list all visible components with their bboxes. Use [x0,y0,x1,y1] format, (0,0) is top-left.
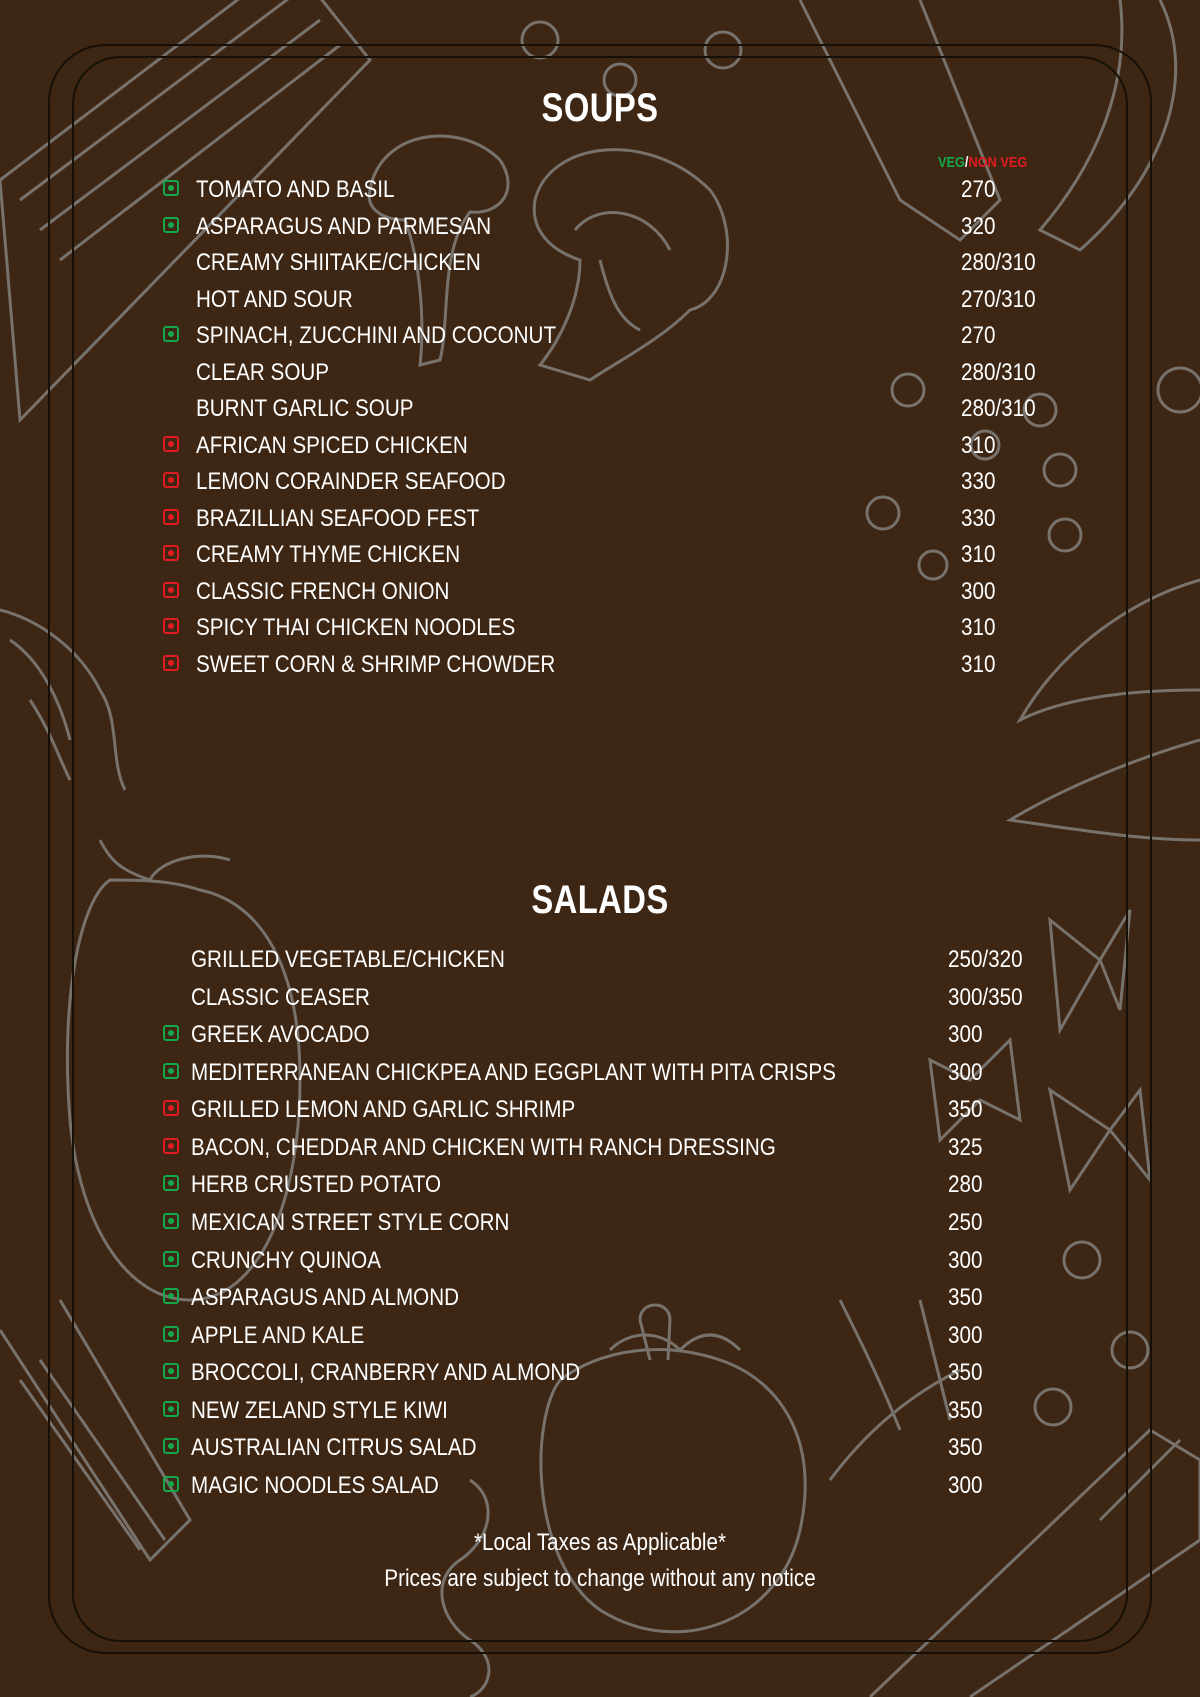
item-price: 330 [961,468,996,495]
item-name: MEXICAN STREET STYLE CORN [191,1209,510,1236]
item-price: 270/310 [961,286,1036,313]
item-price: 300 [948,1472,983,1499]
item-price: 350 [948,1359,983,1386]
item-name: GRILLED LEMON AND GARLIC SHRIMP [191,1096,576,1123]
veg-mark-icon [163,1251,179,1267]
item-name: TOMATO AND BASIL [196,176,395,203]
item-name: ASPARAGUS AND ALMOND [191,1284,460,1311]
legend-veg: VEG [938,154,965,171]
item-price: 300 [948,1059,983,1086]
item-price: 330 [961,505,996,532]
item-name: AFRICAN SPICED CHICKEN [196,432,468,459]
item-price: 350 [948,1096,983,1123]
item-price: 270 [961,176,996,203]
item-name: BURNT GARLIC SOUP [196,395,414,422]
item-name: CLASSIC FRENCH ONION [196,578,450,605]
legend-nonveg: NON VEG [968,154,1028,171]
nonveg-mark-icon [163,582,179,598]
item-price: 280/310 [961,249,1036,276]
item-price: 310 [961,541,996,568]
nonveg-mark-icon [163,509,179,525]
veg-mark-icon [163,1401,179,1417]
veg-mark-icon [163,1438,179,1454]
veg-mark-icon [163,1213,179,1229]
veg-mark-icon [163,217,179,233]
item-name: CLEAR SOUP [196,359,330,386]
item-name: CLASSIC CEASER [191,984,370,1011]
item-price: 300 [948,1247,983,1274]
item-price: 280 [948,1171,983,1198]
item-name: GRILLED VEGETABLE/CHICKEN [191,946,505,973]
item-name: HERB CRUSTED POTATO [191,1171,442,1198]
item-price: 350 [948,1284,983,1311]
veg-mark-icon [163,1326,179,1342]
item-name: BACON, CHEDDAR AND CHICKEN WITH RANCH DRESSING [191,1134,776,1161]
nonveg-mark-icon [163,436,179,452]
item-price: 320 [961,213,996,240]
veg-nonveg-legend [938,154,1027,171]
soups-title: SOUPS [541,86,659,130]
veg-mark-icon [163,1363,179,1379]
item-name: CRUNCHY QUINOA [191,1247,381,1274]
item-name: NEW ZELAND STYLE KIWI [191,1397,448,1424]
veg-mark-icon [163,1175,179,1191]
price-notice: Prices are subject to change without any notice [384,1565,816,1592]
item-name: HOT AND SOUR [196,286,353,313]
item-price: 250/320 [948,946,1023,973]
item-name: GREEK AVOCADO [191,1021,370,1048]
taxes-note: *Local Taxes as Applicable* [473,1529,727,1556]
legend-separator: / [964,154,969,171]
salads-title: SALADS [531,878,669,922]
item-price: 250 [948,1209,983,1236]
item-price: 300 [948,1021,983,1048]
item-name: LEMON CORAINDER SEAFOOD [196,468,506,495]
item-name: MEDITERRANEAN CHICKPEA AND EGGPLANT WITH PITA CRISPS [191,1059,836,1086]
item-name: CREAMY THYME CHICKEN [196,541,461,568]
item-name: AUSTRALIAN CITRUS SALAD [191,1434,477,1461]
veg-mark-icon [163,1025,179,1041]
veg-mark-icon [163,326,179,342]
veg-mark-icon [163,1288,179,1304]
veg-mark-icon [163,1476,179,1492]
item-price: 280/310 [961,359,1036,386]
item-name: SPICY THAI CHICKEN NOODLES [196,614,516,641]
item-name: BROCCOLI, CRANBERRY AND ALMOND [191,1359,581,1386]
veg-mark-icon [163,180,179,196]
item-price: 280/310 [961,395,1036,422]
item-price: 350 [948,1397,983,1424]
item-price: 300 [948,1322,983,1349]
item-name: CREAMY SHIITAKE/CHICKEN [196,249,481,276]
item-price: 300/350 [948,984,1023,1011]
nonveg-mark-icon [163,1100,179,1116]
item-price: 310 [961,614,996,641]
item-price: 325 [948,1134,983,1161]
item-price: 270 [961,322,996,349]
item-name: APPLE AND KALE [191,1322,365,1349]
nonveg-mark-icon [163,1138,179,1154]
nonveg-mark-icon [163,618,179,634]
veg-mark-icon [163,1063,179,1079]
item-name: BRAZILLIAN SEAFOOD FEST [196,505,480,532]
nonveg-mark-icon [163,472,179,488]
nonveg-mark-icon [163,545,179,561]
item-name: SPINACH, ZUCCHINI AND COCONUT [196,322,557,349]
item-price: 310 [961,432,996,459]
item-name: ASPARAGUS AND PARMESAN [196,213,492,240]
nonveg-mark-icon [163,655,179,671]
item-price: 300 [961,578,996,605]
item-name: MAGIC NOODLES SALAD [191,1472,439,1499]
item-name: SWEET CORN & SHRIMP CHOWDER [196,651,556,678]
item-price: 310 [961,651,996,678]
item-price: 350 [948,1434,983,1461]
